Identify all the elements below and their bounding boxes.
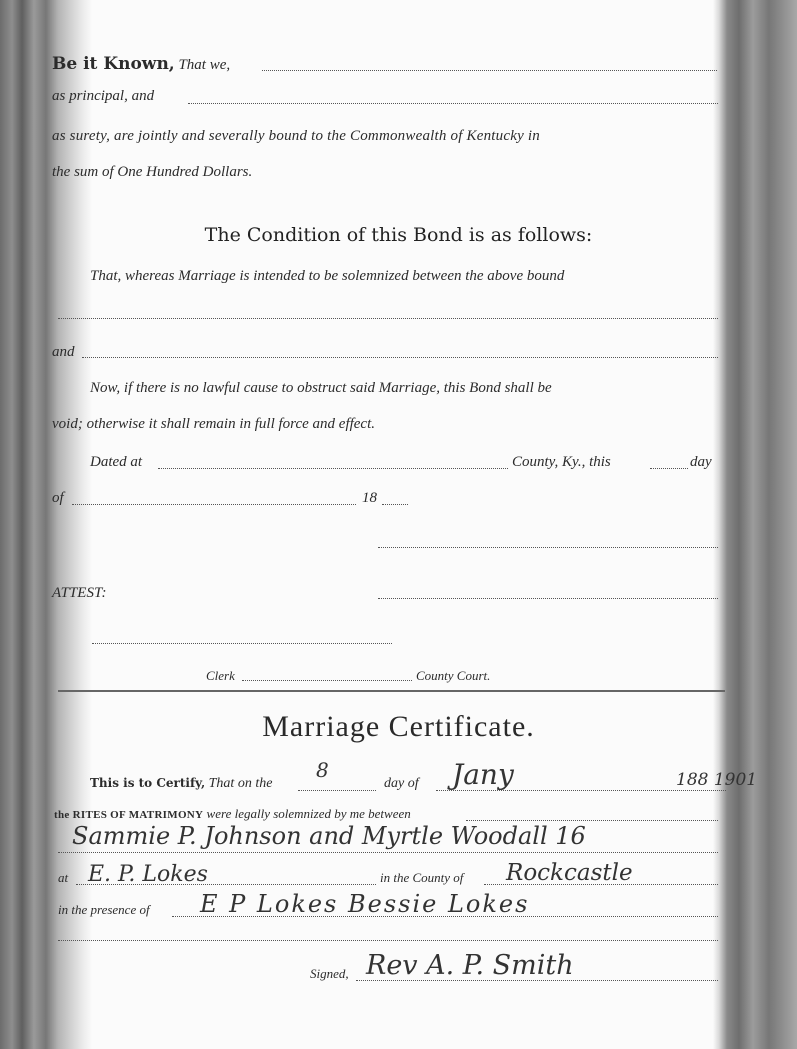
at-text: at [58, 870, 69, 885]
handwritten-parties: Sammie P. Johnson and Myrtle Woodall 16 [72, 822, 586, 850]
blank-line [188, 103, 718, 104]
scan-shadow-right [713, 0, 797, 1049]
county-court-text: County Court. [416, 668, 491, 683]
in-presence-of-text: in the presence of [58, 902, 150, 917]
and-text: and [52, 344, 75, 360]
in-county-of-text: in the County of [380, 870, 464, 885]
blank-line [298, 790, 376, 791]
blank-line [58, 940, 718, 941]
as-principal-text: as principal, and [52, 88, 155, 104]
condition-heading: The Condition of this Bond is as follows: [204, 224, 593, 246]
handwritten-year: 188 1901 [676, 770, 758, 790]
blank-line [242, 680, 412, 681]
handwritten-county: Rockcastle [506, 860, 633, 886]
sum-text: the sum of One Hundred Dollars. [52, 164, 253, 180]
certificate-title: Marriage Certificate. [262, 710, 535, 743]
day-text: day [690, 454, 712, 470]
handwritten-witnesses: E P Lokes Bessie Lokes [200, 890, 530, 918]
signature-line [378, 598, 718, 599]
handwritten-day: 8 [316, 758, 329, 782]
rites-rest-text: were legally solemnized by me between [206, 806, 411, 821]
attest-text: ATTEST: [52, 585, 107, 601]
scan-shadow-left [0, 0, 92, 1049]
rites-line [54, 806, 411, 822]
dated-at-text: Dated at [90, 454, 143, 470]
now-if-text: Now, if there is no lawful cause to obstruct said Marriage, this Bond shall be [90, 380, 552, 396]
year-prefix-text: 18 [362, 490, 377, 506]
blank-line [58, 318, 718, 319]
blank-line [72, 504, 356, 505]
blank-line [382, 504, 408, 505]
handwritten-month: Jany [452, 758, 514, 791]
section-divider [58, 690, 725, 692]
that-we-text: That we, [178, 57, 231, 73]
blank-line [82, 357, 718, 358]
signature-line [92, 643, 392, 644]
certify-line [90, 776, 272, 792]
blank-line [650, 468, 688, 469]
blank-line [58, 852, 718, 853]
void-text: void; otherwise it shall remain in full force and effect. [52, 416, 376, 432]
certify-bold-text: This is to Certify, [90, 776, 206, 790]
day-of-text: day of [384, 776, 419, 791]
clerk-text: Clerk [206, 668, 235, 683]
blank-line [466, 820, 718, 821]
rites-prefix-text: the RITES OF MATRIMONY [54, 809, 204, 821]
signed-text: Signed, [310, 966, 349, 981]
blank-line [262, 70, 717, 71]
of-text: of [52, 490, 64, 506]
whereas-text: That, whereas Marriage is intended to be solemnized between the above bound [90, 268, 565, 284]
handwritten-place: E. P. Lokes [88, 862, 208, 887]
that-on-the-text: That on the [208, 776, 273, 791]
blank-line [158, 468, 508, 469]
signature-line [378, 547, 718, 548]
as-surety-text: as surety, are jointly and severally bound to the Commonwealth of Kentucky in [52, 128, 540, 144]
bond-intro-line [52, 54, 230, 74]
handwritten-signature: Rev A. P. Smith [366, 950, 574, 981]
be-it-known-text: Be it Known, [52, 54, 175, 74]
county-ky-text: County, Ky., this [512, 454, 611, 470]
